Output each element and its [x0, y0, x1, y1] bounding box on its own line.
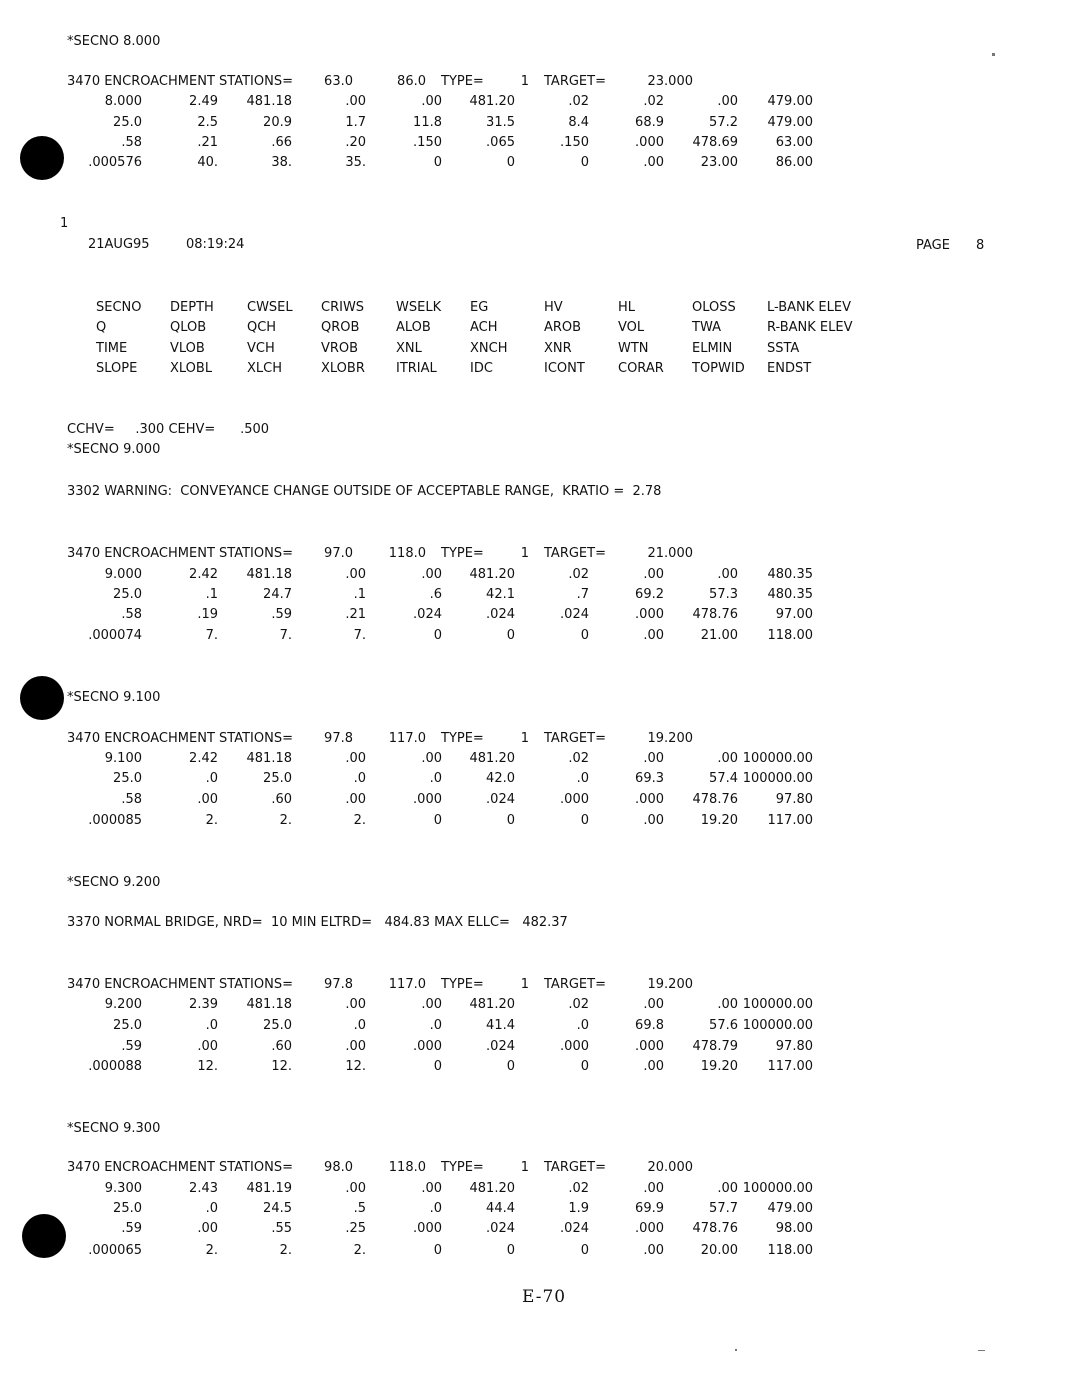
data-cell: .60 [271, 792, 292, 807]
secno-label: *SECNO 8.000 [67, 34, 161, 49]
data-cell: .19 [197, 607, 218, 622]
data-cell: 44.4 [486, 1201, 515, 1216]
data-cell: .0 [429, 1201, 442, 1216]
legend-label: VROB [321, 341, 359, 356]
data-cell: .024 [413, 607, 442, 622]
data-cell: .59 [121, 1221, 142, 1236]
data-cell: .00 [421, 94, 442, 109]
legend-label: R-BANK ELEV [767, 320, 853, 335]
data-cell: 31.5 [486, 115, 515, 130]
data-cell: 478.69 [692, 135, 738, 150]
target-label: TARGET= [544, 731, 606, 746]
data-cell: .0 [353, 1018, 366, 1033]
encroachment-station-right: 117.0 [388, 731, 426, 746]
legend-label: XNR [544, 341, 572, 356]
data-cell: 25.0 [263, 1018, 292, 1033]
data-cell: 481.20 [469, 94, 515, 109]
data-cell: .000085 [88, 813, 142, 828]
data-cell: 2.39 [189, 997, 218, 1012]
data-cell: 19.20 [700, 1059, 738, 1074]
data-cell: .00 [345, 751, 366, 766]
data-cell: 7. [279, 628, 292, 643]
data-cell: 2.5 [197, 115, 218, 130]
target-value: 21.000 [647, 546, 693, 561]
data-cell: 0 [506, 1059, 515, 1074]
secno-label: *SECNO 9.300 [67, 1121, 161, 1136]
data-cell: 481.20 [469, 751, 515, 766]
data-cell: 9.200 [104, 997, 142, 1012]
data-cell: .00 [345, 1039, 366, 1054]
data-cell: 7. [353, 628, 366, 643]
target-label: TARGET= [544, 546, 606, 561]
data-cell: 97.80 [775, 1039, 813, 1054]
data-cell: 100000.00 [742, 1181, 813, 1196]
data-cell: 1.9 [568, 1201, 589, 1216]
data-cell: 2.43 [189, 1181, 218, 1196]
data-cell: .00 [643, 628, 664, 643]
target-value: 20.000 [647, 1160, 693, 1175]
legend-label: AROB [544, 320, 582, 335]
secno-label: *SECNO 9.100 [67, 690, 161, 705]
data-cell: 117.00 [767, 813, 813, 828]
scan-speck [978, 1350, 985, 1351]
data-cell: .00 [643, 813, 664, 828]
data-cell: .024 [486, 607, 515, 622]
data-cell: .00 [197, 1221, 218, 1236]
data-cell: .000 [413, 1039, 442, 1054]
run-time: 08:19:24 [186, 237, 245, 252]
type-value: 1 [520, 731, 529, 746]
data-cell: .00 [717, 1181, 738, 1196]
data-cell: .00 [345, 94, 366, 109]
legend-label: IDC [470, 361, 493, 376]
type-label: TYPE= [441, 1160, 484, 1175]
data-cell: 2. [279, 1243, 292, 1258]
legend-label: QROB [321, 320, 360, 335]
page-number: 8 [976, 238, 985, 253]
data-cell: 86.00 [775, 155, 813, 170]
data-cell: 0 [580, 1243, 589, 1258]
data-cell: 2. [205, 1243, 218, 1258]
data-cell: .000 [635, 607, 664, 622]
data-cell: .1 [205, 587, 218, 602]
encroachment-station-left: 97.8 [324, 977, 353, 992]
punch-hole-middle [20, 676, 64, 720]
data-cell: 20.9 [263, 115, 292, 130]
data-cell: 12. [271, 1059, 292, 1074]
data-cell: 97.00 [775, 607, 813, 622]
data-cell: .00 [643, 997, 664, 1012]
data-cell: .00 [345, 997, 366, 1012]
target-value: 23.000 [647, 74, 693, 89]
data-cell: 2. [353, 813, 366, 828]
data-cell: .00 [643, 1059, 664, 1074]
encroachment-station-right: 118.0 [388, 546, 426, 561]
data-cell: 25.0 [263, 771, 292, 786]
data-cell: .000 [635, 1039, 664, 1054]
data-cell: 42.1 [486, 587, 515, 602]
data-cell: .58 [121, 135, 142, 150]
data-cell: 481.20 [469, 567, 515, 582]
legend-label: TWA [692, 320, 721, 335]
data-cell: .024 [486, 1039, 515, 1054]
data-cell: 0 [506, 813, 515, 828]
legend-label: WTN [618, 341, 649, 356]
legend-label: XLOBL [170, 361, 213, 376]
data-cell: .00 [643, 155, 664, 170]
bridge-line: 3370 NORMAL BRIDGE, NRD= 10 MIN ELTRD= 484.83 MAX ELLC= 482.37 [67, 915, 568, 930]
data-cell: .25 [345, 1221, 366, 1236]
data-cell: .00 [197, 792, 218, 807]
data-cell: .000 [413, 792, 442, 807]
data-cell: 9.300 [104, 1181, 142, 1196]
data-cell: .024 [486, 792, 515, 807]
data-cell: 23.00 [700, 155, 738, 170]
legend-label: TOPWID [692, 361, 745, 376]
data-cell: .000 [635, 1221, 664, 1236]
data-cell: 117.00 [767, 1059, 813, 1074]
data-cell: 57.3 [709, 587, 738, 602]
data-cell: 100000.00 [742, 771, 813, 786]
data-cell: .02 [568, 1181, 589, 1196]
data-cell: 481.20 [469, 997, 515, 1012]
data-cell: .00 [421, 567, 442, 582]
data-cell: .00 [421, 751, 442, 766]
encroachment-station-right: 117.0 [388, 977, 426, 992]
data-cell: .065 [486, 135, 515, 150]
data-cell: .0 [576, 771, 589, 786]
data-cell: 0 [506, 155, 515, 170]
data-cell: 2.42 [189, 751, 218, 766]
type-value: 1 [520, 977, 529, 992]
data-cell: .0 [205, 771, 218, 786]
legend-label: SECNO [96, 300, 142, 315]
data-cell: 481.18 [246, 997, 292, 1012]
type-label: TYPE= [441, 546, 484, 561]
data-cell: 2.49 [189, 94, 218, 109]
data-cell: 57.7 [709, 1201, 738, 1216]
legend-label: WSELK [396, 300, 442, 315]
data-cell: .7 [576, 587, 589, 602]
data-cell: .150 [560, 135, 589, 150]
legend-label: Q [96, 320, 107, 335]
data-cell: 481.19 [246, 1181, 292, 1196]
legend-label: DEPTH [170, 300, 214, 315]
data-cell: 12. [345, 1059, 366, 1074]
scan-speck [735, 1349, 737, 1351]
data-cell: 2. [279, 813, 292, 828]
type-label: TYPE= [441, 74, 484, 89]
data-cell: .024 [560, 607, 589, 622]
secno-label: *SECNO 9.200 [67, 875, 161, 890]
data-cell: .58 [121, 607, 142, 622]
type-value: 1 [520, 546, 529, 561]
legend-label: OLOSS [692, 300, 736, 315]
type-label: TYPE= [441, 977, 484, 992]
data-cell: 25.0 [113, 1201, 142, 1216]
encroachment-station-left: 97.0 [324, 546, 353, 561]
legend-label: ITRIAL [396, 361, 437, 376]
data-cell: .024 [486, 1221, 515, 1236]
data-cell: .6 [429, 587, 442, 602]
data-cell: 25.0 [113, 115, 142, 130]
data-cell: 118.00 [767, 1243, 813, 1258]
target-label: TARGET= [544, 1160, 606, 1175]
carriage-control-digit: 1 [60, 216, 69, 231]
data-cell: .000074 [88, 628, 142, 643]
encroachment-station-right: 118.0 [388, 1160, 426, 1175]
encroachment-station-left: 97.8 [324, 731, 353, 746]
data-cell: .59 [121, 1039, 142, 1054]
data-cell: 38. [271, 155, 292, 170]
page-label: PAGE [916, 238, 950, 253]
data-cell: 100000.00 [742, 751, 813, 766]
legend-label: EG [470, 300, 489, 315]
data-cell: .5 [353, 1201, 366, 1216]
data-cell: 0 [580, 155, 589, 170]
data-cell: .000065 [88, 1243, 142, 1258]
data-cell: 9.100 [104, 751, 142, 766]
data-cell: .00 [643, 751, 664, 766]
data-cell: 20.00 [700, 1243, 738, 1258]
legend-label: HV [544, 300, 563, 315]
cchv-line: CCHV= .300 CEHV= .500 [67, 422, 270, 437]
data-cell: 12. [197, 1059, 218, 1074]
data-cell: .024 [560, 1221, 589, 1236]
data-cell: .00 [717, 94, 738, 109]
legend-label: XLOBR [321, 361, 365, 376]
legend-label: ACH [470, 320, 498, 335]
data-cell: .000 [635, 792, 664, 807]
data-cell: .0 [353, 771, 366, 786]
data-cell: .21 [345, 607, 366, 622]
data-cell: .02 [643, 94, 664, 109]
data-cell: 7. [205, 628, 218, 643]
data-cell: .000088 [88, 1059, 142, 1074]
legend-label: HL [618, 300, 636, 315]
data-cell: .1 [353, 587, 366, 602]
data-cell: 42.0 [486, 771, 515, 786]
target-value: 19.200 [647, 731, 693, 746]
data-cell: 57.2 [709, 115, 738, 130]
data-cell: .000 [560, 792, 589, 807]
legend-label: TIME [96, 341, 128, 356]
data-cell: 479.00 [767, 1201, 813, 1216]
encroachment-label: 3470 ENCROACHMENT STATIONS= [67, 731, 293, 746]
data-cell: 481.18 [246, 751, 292, 766]
data-cell: 98.00 [775, 1221, 813, 1236]
data-cell: 480.35 [767, 567, 813, 582]
encroachment-label: 3470 ENCROACHMENT STATIONS= [67, 74, 293, 89]
data-cell: 19.20 [700, 813, 738, 828]
data-cell: 481.20 [469, 1181, 515, 1196]
data-cell: 481.18 [246, 94, 292, 109]
type-value: 1 [520, 1160, 529, 1175]
legend-label: L-BANK ELEV [767, 300, 851, 315]
data-cell: 69.8 [635, 1018, 664, 1033]
data-cell: .0 [429, 1018, 442, 1033]
legend-label: SSTA [767, 341, 800, 356]
data-cell: .58 [121, 792, 142, 807]
data-cell: 11.8 [413, 115, 442, 130]
legend-label: CRIWS [321, 300, 365, 315]
data-cell: .59 [271, 607, 292, 622]
data-cell: .00 [421, 997, 442, 1012]
data-cell: .0 [205, 1201, 218, 1216]
data-cell: .000 [560, 1039, 589, 1054]
data-cell: .000 [413, 1221, 442, 1236]
data-cell: .150 [413, 135, 442, 150]
legend-label: ELMIN [692, 341, 733, 356]
data-cell: 2. [205, 813, 218, 828]
data-cell: 63.00 [775, 135, 813, 150]
data-cell: 8.4 [568, 115, 589, 130]
data-cell: .000 [635, 135, 664, 150]
legend-label: QLOB [170, 320, 207, 335]
data-cell: 481.18 [246, 567, 292, 582]
data-cell: 0 [433, 1059, 442, 1074]
data-cell: 0 [433, 1243, 442, 1258]
legend-label: QCH [247, 320, 277, 335]
legend-label: VOL [618, 320, 645, 335]
secno-label: *SECNO 9.000 [67, 442, 161, 457]
data-cell: 25.0 [113, 587, 142, 602]
data-cell: 97.80 [775, 792, 813, 807]
data-cell: .20 [345, 135, 366, 150]
data-cell: 24.7 [263, 587, 292, 602]
data-cell: .66 [271, 135, 292, 150]
legend-label: SLOPE [96, 361, 138, 376]
data-cell: .00 [717, 751, 738, 766]
data-cell: .00 [345, 792, 366, 807]
legend-label: CWSEL [247, 300, 293, 315]
data-cell: 479.00 [767, 94, 813, 109]
data-cell: .21 [197, 135, 218, 150]
data-cell: .0 [429, 771, 442, 786]
data-cell: 0 [506, 1243, 515, 1258]
encroachment-station-right: 86.0 [397, 74, 426, 89]
data-cell: .000576 [88, 155, 142, 170]
legend-label: VLOB [170, 341, 205, 356]
warning-line: 3302 WARNING: CONVEYANCE CHANGE OUTSIDE OF ACCEPTABLE RANGE, KRATIO = 2.78 [67, 484, 662, 499]
data-cell: 9.000 [104, 567, 142, 582]
encroachment-station-left: 63.0 [324, 74, 353, 89]
data-cell: .02 [568, 751, 589, 766]
data-cell: 478.76 [692, 607, 738, 622]
data-cell: 2. [353, 1243, 366, 1258]
data-cell: .00 [643, 1243, 664, 1258]
data-cell: .00 [345, 567, 366, 582]
legend-label: XNCH [470, 341, 508, 356]
data-cell: 25.0 [113, 771, 142, 786]
data-cell: 0 [433, 628, 442, 643]
data-cell: 24.5 [263, 1201, 292, 1216]
data-cell: .02 [568, 94, 589, 109]
data-cell: 25.0 [113, 1018, 142, 1033]
data-cell: .00 [643, 1181, 664, 1196]
type-label: TYPE= [441, 731, 484, 746]
data-cell: 0 [580, 628, 589, 643]
type-value: 1 [520, 74, 529, 89]
legend-label: ENDST [767, 361, 812, 376]
data-cell: 8.000 [104, 94, 142, 109]
encroachment-label: 3470 ENCROACHMENT STATIONS= [67, 1160, 293, 1175]
encroachment-station-left: 98.0 [324, 1160, 353, 1175]
data-cell: 40. [197, 155, 218, 170]
run-date: 21AUG95 [88, 237, 150, 252]
punch-hole-bottom [22, 1214, 66, 1258]
legend-label: VCH [247, 341, 275, 356]
legend-label: XNL [396, 341, 422, 356]
data-cell: 100000.00 [742, 1018, 813, 1033]
data-cell: 0 [580, 813, 589, 828]
data-cell: .0 [205, 1018, 218, 1033]
data-cell: 478.76 [692, 1221, 738, 1236]
footer-page-id: E-70 [522, 1287, 567, 1307]
data-cell: 1.7 [345, 115, 366, 130]
data-cell: .00 [345, 1181, 366, 1196]
data-cell: 479.00 [767, 115, 813, 130]
data-cell: .00 [197, 1039, 218, 1054]
target-value: 19.200 [647, 977, 693, 992]
target-label: TARGET= [544, 977, 606, 992]
scan-speck [992, 53, 995, 56]
data-cell: 69.2 [635, 587, 664, 602]
data-cell: 0 [433, 155, 442, 170]
data-cell: 118.00 [767, 628, 813, 643]
data-cell: 69.9 [635, 1201, 664, 1216]
data-cell: .02 [568, 567, 589, 582]
data-cell: 69.3 [635, 771, 664, 786]
legend-label: ICONT [544, 361, 585, 376]
data-cell: 480.35 [767, 587, 813, 602]
data-cell: .00 [643, 567, 664, 582]
legend-label: ALOB [396, 320, 431, 335]
data-cell: .02 [568, 997, 589, 1012]
data-cell: .00 [717, 567, 738, 582]
data-cell: 68.9 [635, 115, 664, 130]
data-cell: 2.42 [189, 567, 218, 582]
punch-hole-top [20, 136, 64, 180]
encroachment-label: 3470 ENCROACHMENT STATIONS= [67, 977, 293, 992]
legend-label: XLCH [247, 361, 283, 376]
data-cell: .55 [271, 1221, 292, 1236]
data-cell: .00 [717, 997, 738, 1012]
data-cell: .60 [271, 1039, 292, 1054]
data-cell: 478.76 [692, 792, 738, 807]
data-cell: .0 [576, 1018, 589, 1033]
data-cell: 100000.00 [742, 997, 813, 1012]
data-cell: 0 [580, 1059, 589, 1074]
legend-label: CORAR [618, 361, 664, 376]
data-cell: 478.79 [692, 1039, 738, 1054]
data-cell: 57.4 [709, 771, 738, 786]
data-cell: 57.6 [709, 1018, 738, 1033]
data-cell: 41.4 [486, 1018, 515, 1033]
data-cell: 0 [433, 813, 442, 828]
data-cell: 35. [345, 155, 366, 170]
data-cell: .00 [421, 1181, 442, 1196]
encroachment-label: 3470 ENCROACHMENT STATIONS= [67, 546, 293, 561]
data-cell: 0 [506, 628, 515, 643]
target-label: TARGET= [544, 74, 606, 89]
data-cell: 21.00 [700, 628, 738, 643]
